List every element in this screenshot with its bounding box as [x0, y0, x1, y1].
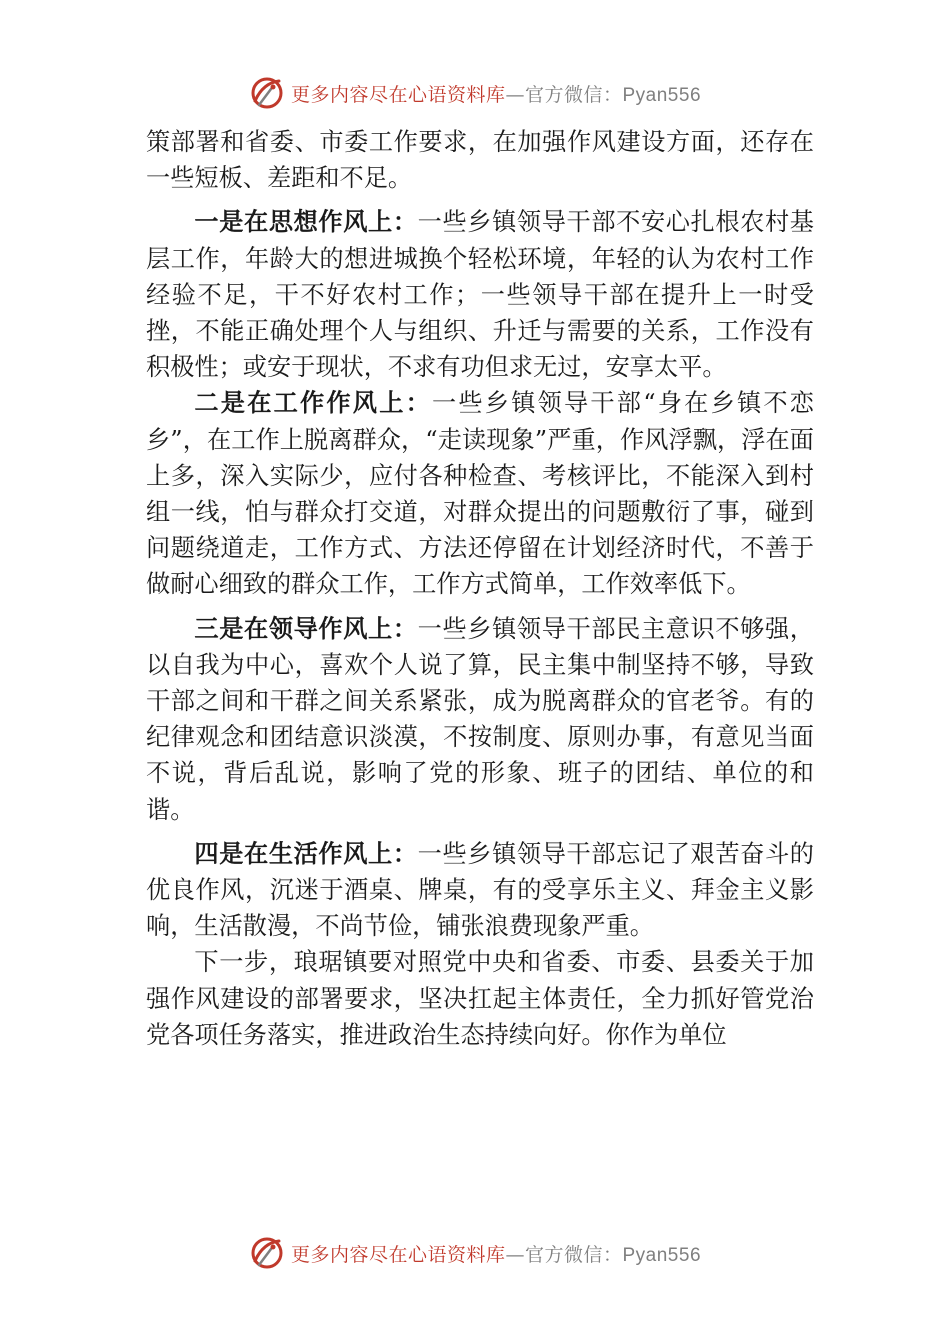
paragraph-next-step: 下一步，琅琚镇要对照党中央和省委、市委、县委关于加强作风建设的部署要求，坚决扛起主体责任，全力抓好管党治党各项任务落实，推进政治生态持续向好。你作为单位 [146, 948, 814, 1049]
paragraph-thinking-style [146, 204, 814, 385]
header-watermark-cn: 更多内容尽在心语资料库 [290, 83, 506, 106]
paragraph-lead: 二是在工作作风上： [194, 389, 432, 418]
document-body [146, 124, 814, 1053]
footer-watermark-sep: —官方微信： [505, 1243, 623, 1266]
paragraph-text: 一些乡镇领导干部不安心扎根农村基层工作，年龄大的想进城换个轻松环境，年轻的认为农村工作经验不足，干不好农村工作；一些领导干部在提升上一时受挫，不能正确处理个人与组织、升迁与需要的关系，工作没有积极性；或安于现状，不求有功但求无过，安享太平。 [146, 208, 814, 382]
paragraph-lead: 一是在思想作风上： [194, 208, 418, 237]
footer-watermark-cn: 更多内容尽在心语资料库 [290, 1243, 506, 1266]
paragraph-life-style [146, 836, 814, 945]
header-watermark-text [291, 80, 701, 107]
scroll-logo-icon [249, 1235, 285, 1271]
header-watermark [0, 73, 950, 113]
paragraph-text: 一些乡镇领导干部民主意识不够强，以自我为中心，喜欢个人说了算，民主集中制坚持不够，导致干部之间和干群之间关系紧张，成为脱离群众的官老爷。有的纪律观念和团结意识淡漠，不按制度、原则办事，有意见当面不说，背后乱说，影响了党的形象、班子的团结、单位的和谐。 [146, 614, 814, 824]
scroll-logo-icon [249, 75, 285, 111]
footer-watermark [0, 1233, 950, 1273]
paragraph-text: 一些乡镇领导干部“身在乡镇不恋乡”，在工作上脱离群众，“走读现象”严重，作风浮飘，浮在面上多，深入实际少，应付各种检查、考核评比，不能深入到村组一线，怕与群众打交道，对群众提出的问题敷衍了事，碰到问题绕道走，工作方式、方法还停留在计划经济时代，不善于做耐心细致的群众工作，工作方式简单，工作效率低下。 [146, 389, 814, 599]
footer-watermark-id: Pyan556 [622, 1244, 702, 1266]
header-watermark-id: Pyan556 [622, 84, 702, 106]
footer-watermark-text [291, 1240, 701, 1267]
paragraph-work-style [146, 385, 814, 602]
paragraph-lead: 四是在生活作风上： [194, 839, 418, 868]
paragraph-continuation: 策部署和省委、市委工作要求，在加强作风建设方面，还存在一些短板、差距和不足。 [146, 128, 814, 193]
header-watermark-sep: —官方微信： [505, 83, 623, 106]
paragraph-leadership-style [146, 611, 814, 828]
paragraph-text: 一些乡镇领导干部忘记了艰苦奋斗的优良作风，沉迷于酒桌、牌桌，有的受享乐主义、拜金主义影响，生活散漫，不尚节俭，铺张浪费现象严重。 [146, 839, 814, 941]
paragraph-lead: 三是在领导作风上： [194, 614, 418, 643]
